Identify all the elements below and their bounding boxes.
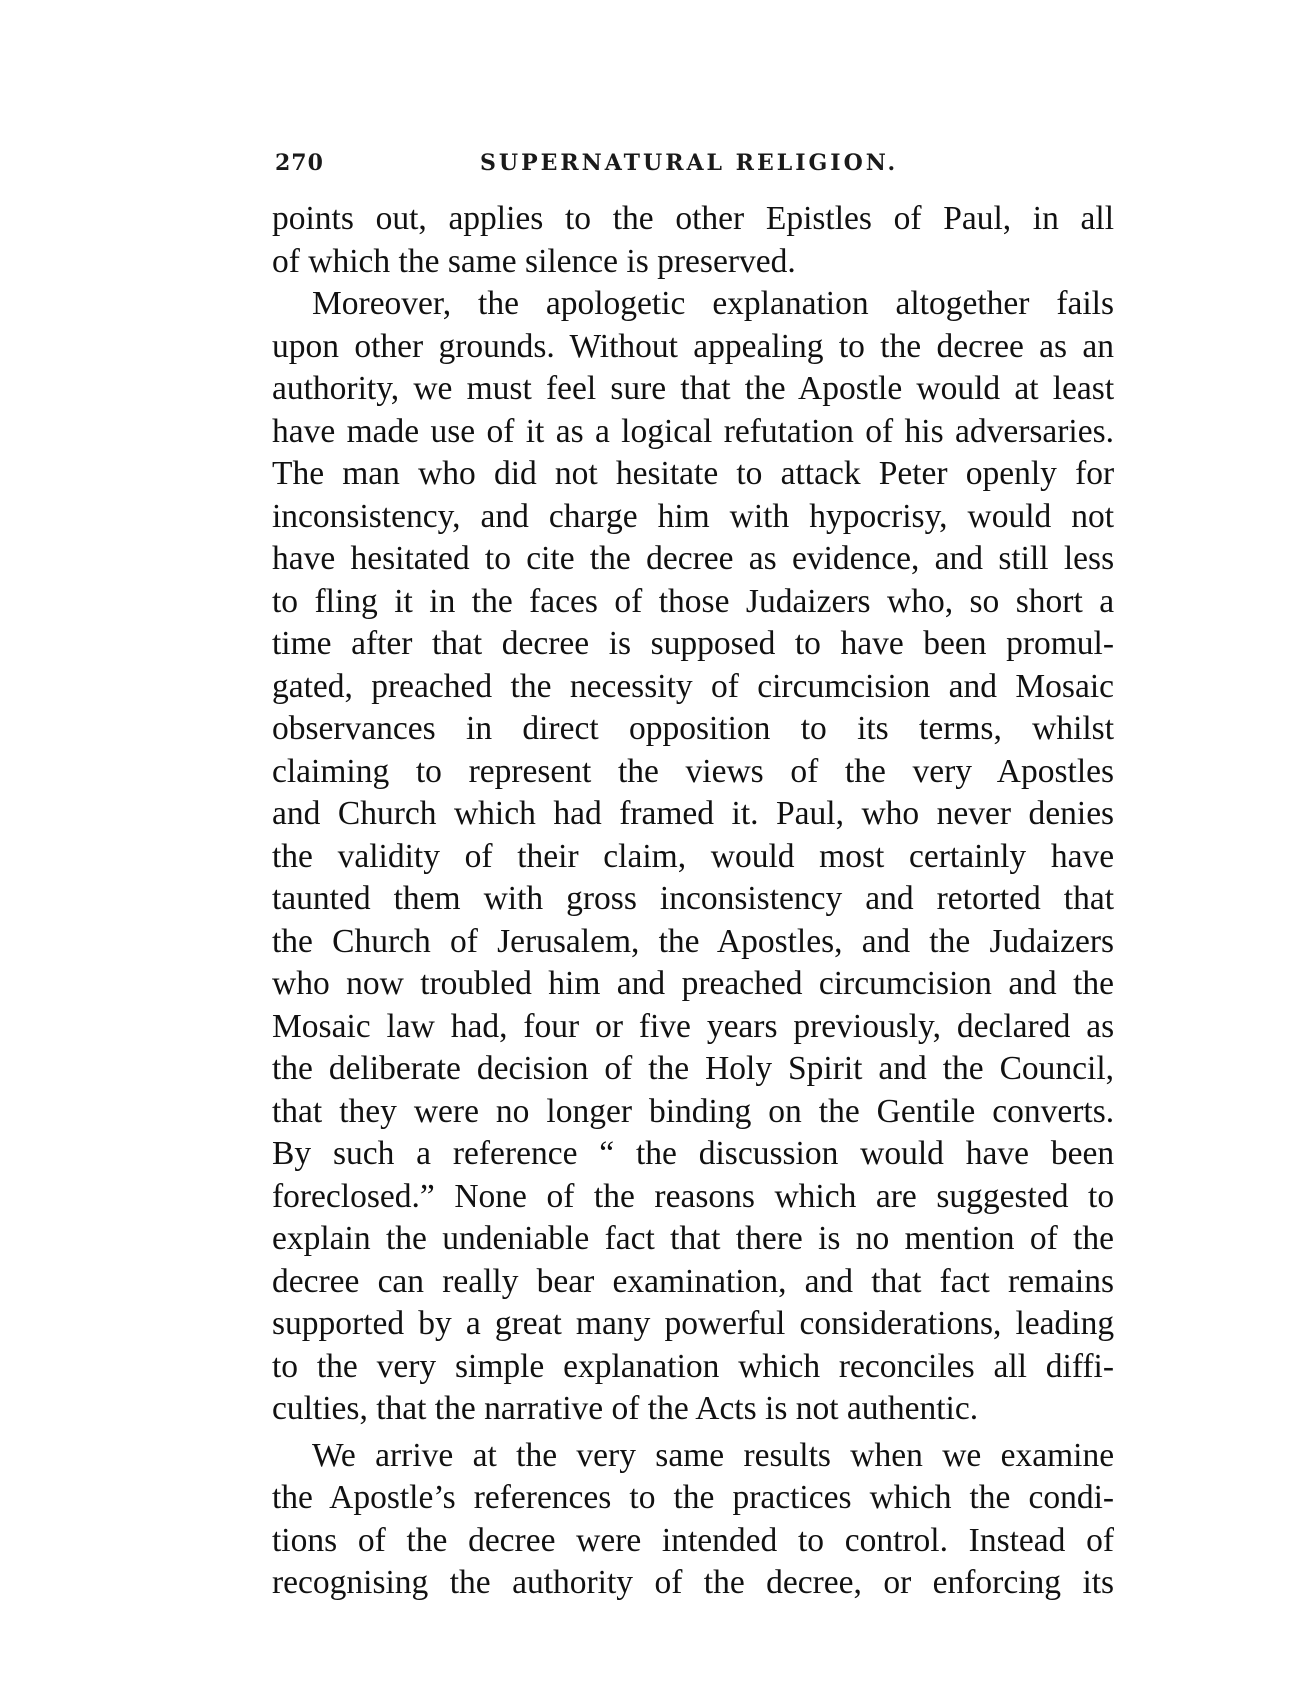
text-line: By such a reference “ the discussion would have been: [272, 1135, 1114, 1172]
text-line: have hesitated to cite the decree as evidence, and still less: [272, 540, 1114, 577]
text-line: time after that decree is supposed to have been promul-: [272, 625, 1114, 662]
page-number: 270: [275, 150, 324, 176]
text-line: foreclosed.” None of the reasons which are suggested to: [272, 1177, 1114, 1215]
text-line: the validity of their claim, would most certainly have: [272, 837, 1114, 875]
text-line: taunted them with gross inconsistency and retorted that: [272, 880, 1114, 917]
text-line: that they were no longer binding on the Gentile converts.: [272, 1092, 1114, 1130]
text-line: who now troubled him and preached circumcision and the: [272, 965, 1114, 1002]
text-line: of which the same silence is preserved.: [272, 242, 796, 280]
text-line: gated, preached the necessity of circumcision and Mosaic: [272, 667, 1114, 705]
text-line: the Apostle’s references to the practices which the condi-: [272, 1479, 1114, 1516]
text-line: the deliberate decision of the Holy Spirit and the Council,: [272, 1050, 1114, 1087]
text-line: points out, applies to the other Epistles of Paul, in all: [272, 200, 1114, 237]
running-title: SUPERNATURAL RELIGION.: [480, 150, 899, 176]
text-line: observances in direct opposition to its terms, whilst: [272, 710, 1114, 747]
text-line: explain the undeniable fact that there is no mention of the: [272, 1220, 1114, 1257]
text-line: upon other grounds. Without appealing to the decree as an: [272, 327, 1114, 365]
text-line: to the very simple explanation which reconciles all diffi-: [272, 1347, 1114, 1385]
text-line: recognising the authority of the decree, or enforcing its: [272, 1564, 1114, 1601]
text-line: tions of the decree were intended to control. Instead of: [272, 1521, 1114, 1559]
text-line: Moreover, the apologetic explanation altogether fails: [312, 285, 1114, 322]
text-line: supported by a great many powerful considerations, leading: [272, 1305, 1114, 1342]
text-line: We arrive at the very same results when we examine: [312, 1436, 1114, 1474]
text-line: the Church of Jerusalem, the Apostles, and the Judaizers: [272, 922, 1114, 960]
text-line: to fling it in the faces of those Judaizers who, so short a: [272, 582, 1114, 620]
text-line: authority, we must feel sure that the Apostle would at least: [272, 370, 1114, 407]
text-line: inconsistency, and charge him with hypocrisy, would not: [272, 497, 1114, 535]
text-line: culties, that the narrative of the Acts is not authentic.: [272, 1390, 979, 1427]
body-text: [272, 198, 1114, 1605]
running-head: [275, 150, 1107, 180]
text-line: and Church which had framed it. Paul, who never denies: [272, 795, 1114, 832]
text-line: claiming to represent the views of the very Apostles: [272, 752, 1114, 790]
text-line: have made use of it as a logical refutation of his adversaries.: [272, 412, 1114, 450]
text-line: decree can really bear examination, and that fact remains: [272, 1262, 1114, 1300]
text-line: The man who did not hesitate to attack Peter openly for: [272, 455, 1114, 492]
text-line: Mosaic law had, four or five years previously, declared as: [272, 1007, 1114, 1045]
